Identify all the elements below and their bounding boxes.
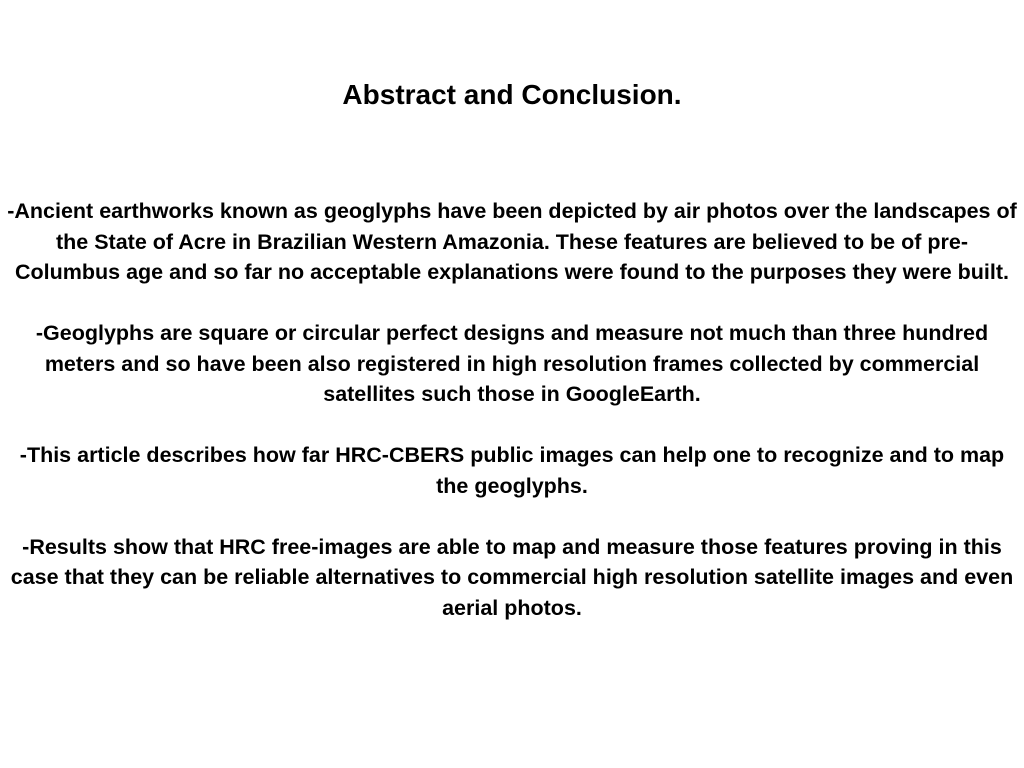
abstract-point-results: -Results show that HRC free-images are able to map and measure those features proving in this case that they can be reliable alternatives to commercial high resolution satellite images and even aerial photos. bbox=[10, 534, 1014, 620]
abstract-body bbox=[6, 196, 1018, 654]
abstract-point-geoglyph-designs: -Geoglyphs are square or circular perfect designs and measure not much than three hundred meters and so have been also registered in high resolution frames collected by commercial satellites such those in GoogleEarth. bbox=[35, 321, 989, 406]
abstract-point-article-scope: -This article describes how far HRC-CBERS public images can help one to recognize and to map the geoglyphs. bbox=[19, 443, 1005, 498]
abstract-point-geoglyphs-intro: -Ancient earthworks known as geoglyphs have been depicted by air photos over the landscapes of the State of Acre in Brazilian Western Amazonia. These features are believed to be of pre-Columbus age and so far no acceptable explanations were found to the purposes they were built. bbox=[7, 199, 1017, 284]
slide-title: Abstract and Conclusion. bbox=[342, 79, 682, 110]
